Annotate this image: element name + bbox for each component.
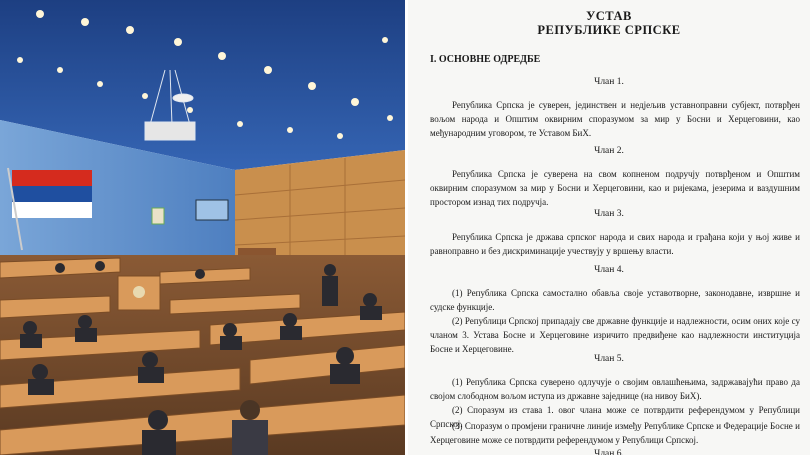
section-heading: I. ОСНОВНЕ ОДРЕДБЕ xyxy=(430,54,541,65)
article-paragraph: (2) Споразум из става 1. овог члана може се потврдити референдумом у Републици Српској. xyxy=(430,405,800,429)
article-heading: Члан 5. xyxy=(594,354,624,364)
constitution-document xyxy=(408,0,810,455)
document-title: УСТАВ xyxy=(586,9,632,23)
article-heading: Члан 1. xyxy=(594,77,624,87)
emblem xyxy=(152,208,164,224)
article-paragraph: (2) Републици Српској припадају све државне функције и надлежности, осим оних које су чланом 3. Устава Босне и Херцеговине изричито предвиђене као надлежности институција Босне и Херцеговине. xyxy=(430,316,800,354)
article-heading: Члан 4. xyxy=(594,265,624,275)
monitor-screen xyxy=(196,200,228,220)
article-paragraph: (1) Република Српска самостално обавља своје уставотворне, законодавне, извршне и судске функције. xyxy=(430,288,800,312)
article-heading: Члан 2. xyxy=(594,146,624,156)
article-paragraph: Република Српска је држава српског народа и свих народа и грађана који у њој живе и равноправно и без дискриминације учествују у вршењу власти. xyxy=(430,232,800,256)
article-heading: Члан 6. xyxy=(594,449,624,455)
document-subtitle: РЕПУБЛИКЕ СРПСКЕ xyxy=(537,23,681,37)
article-paragraph: Република Српска је суверена на свом копненом подручју потврђеном и Општим оквирним споразумом за мир у Босни и Херцеговини, као и ријекама, језерима и ваздушним простором изнад тих подручја. xyxy=(430,169,800,207)
article-paragraph: (1) Република Српска суверено одлучује о својим овлашћењима, задржавајући право да својом слободном вољом иступа из државне заједнице (на нивоу БиХ). xyxy=(430,377,800,401)
article-paragraph: Република Српска је суверен, јединствен и недјељив уставноправни субјект, потврђен вољом народа и Општим оквирним споразумом за мир у Босни и Херцеговини, као међународним уговором, те Уставом БиХ. xyxy=(430,100,800,138)
article-paragraph: (3) Споразум о промјени граничне линије између Републике Српске и Федерације Босне и Херцеговине може се потврдити референдумом у Републици Српској. xyxy=(430,421,800,445)
article-heading: Члан 3. xyxy=(594,209,624,219)
